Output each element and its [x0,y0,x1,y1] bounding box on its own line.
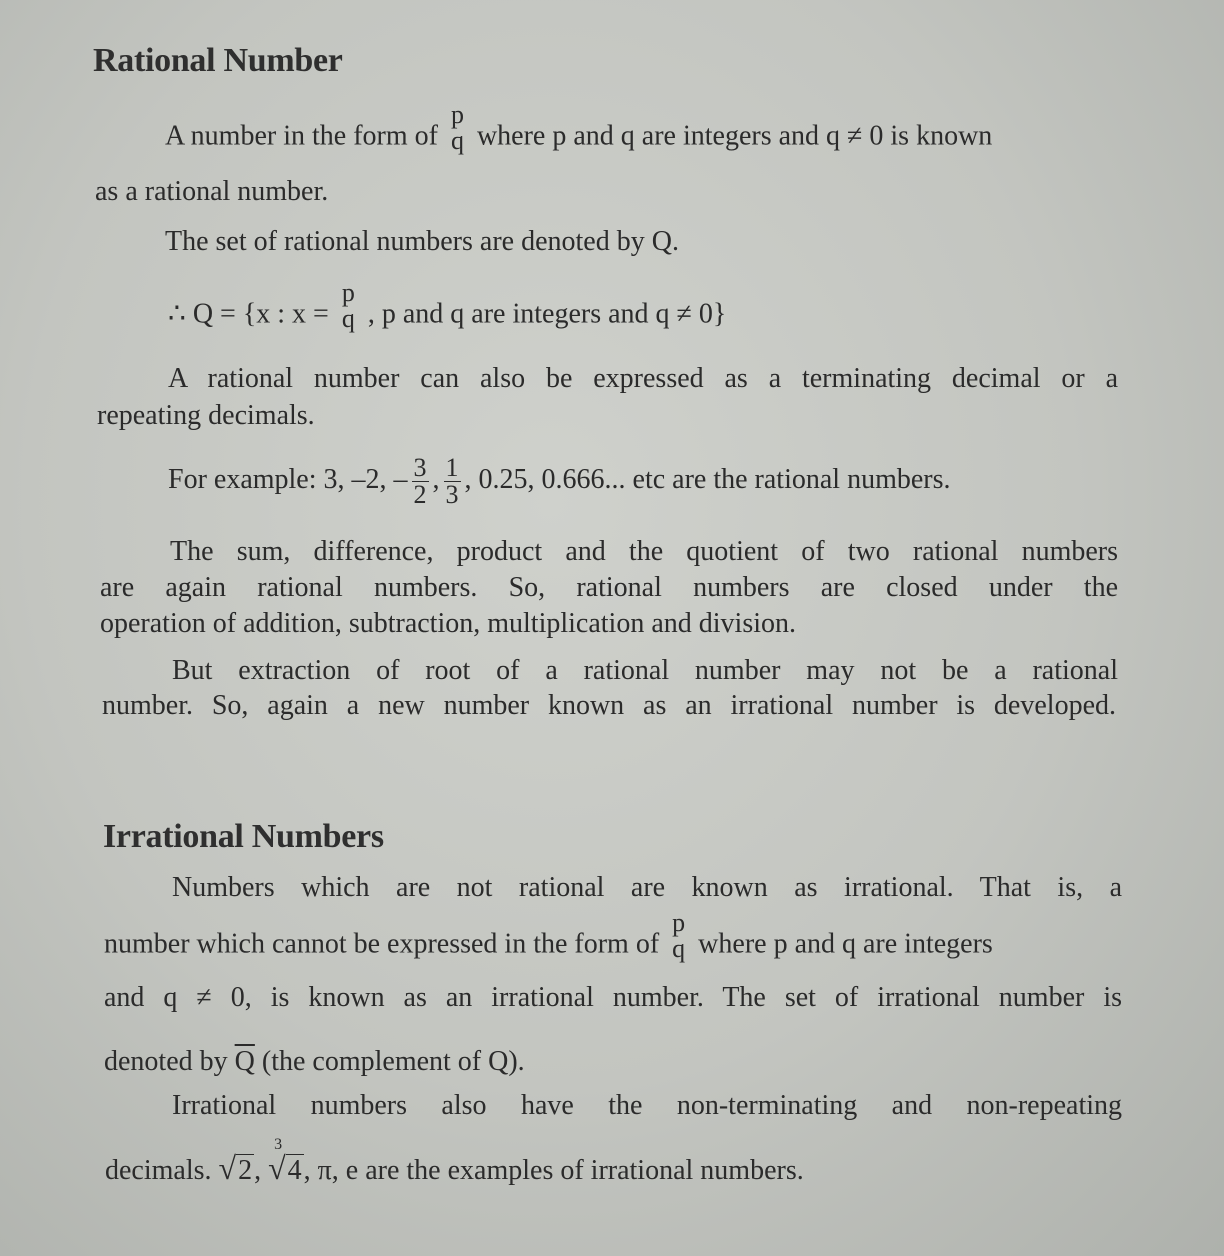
irrational-line-3: and q ≠ 0, is known as an irrational number. The set of irrational number is [104,982,1122,1013]
irrational-line-1: Numbers which are not rational are known as irrational. That is, a [172,872,1122,903]
example-line: For example: 3, –2, – $\frac{3}{2}$ , $\frac{1}{3}$ , 0.25, 0.666... etc are the rational numbers. [168,453,951,509]
closure-line-1: The sum, difference, product and the quotient of two rational numbers [170,536,1118,567]
decimal-line-2: repeating decimals. [97,400,315,431]
root-line-2: number. So, again a new number known as an irrational number is developed. [102,690,1116,721]
section-heading-irrational: Irrational Numbers [103,818,384,855]
decimal-line-1: A rational number can also be expressed as a terminating decimal or a [168,363,1118,394]
irrational-line-6: decimals. √2, 3 √4, π, e are the examples of irrational numbers. [105,1136,804,1186]
closure-line-3: operation of addition, subtraction, multiplication and division. [100,608,796,639]
fraction-three-halves: $\frac{3}{2}$ [413,453,427,509]
fraction-one-third: $\frac{1}{3}$ [445,453,459,509]
irrational-line-4: denoted by $\overline{Q}$ (the complement of Q). [104,1046,525,1077]
q-complement-symbol: $\overline{Q}$ [234,1046,255,1077]
fraction-p-over-q: p q [341,278,355,333]
irrational-line-2: number which cannot be expressed in the form of p q where p and q are integers [104,908,993,963]
set-builder-line: ∴ Q = {x : x = p q , p and q are integers and q ≠ 0} [168,278,727,333]
irrational-line-5: Irrational numbers also have the non-terminating and non-repeating [172,1090,1122,1121]
fraction-p-over-q: p q [672,908,686,963]
square-root-symbol: √2 [218,1150,253,1186]
fraction-p-over-q: p q [450,100,464,155]
root-line-1: But extraction of root of a rational number may not be a rational [172,655,1118,686]
closure-line-2: are again rational numbers. So, rational numbers are closed under the [100,572,1118,603]
set-notation-line: The set of rational numbers are denoted by Q. [165,226,679,257]
section-heading-rational: Rational Number [93,42,343,79]
definition-line-2: as a rational number. [95,176,329,207]
definition-line-1: A number in the form of p q where p and q are integers and q ≠ 0 is known [165,100,993,155]
cube-root-symbol: 3 √4 [268,1136,302,1186]
